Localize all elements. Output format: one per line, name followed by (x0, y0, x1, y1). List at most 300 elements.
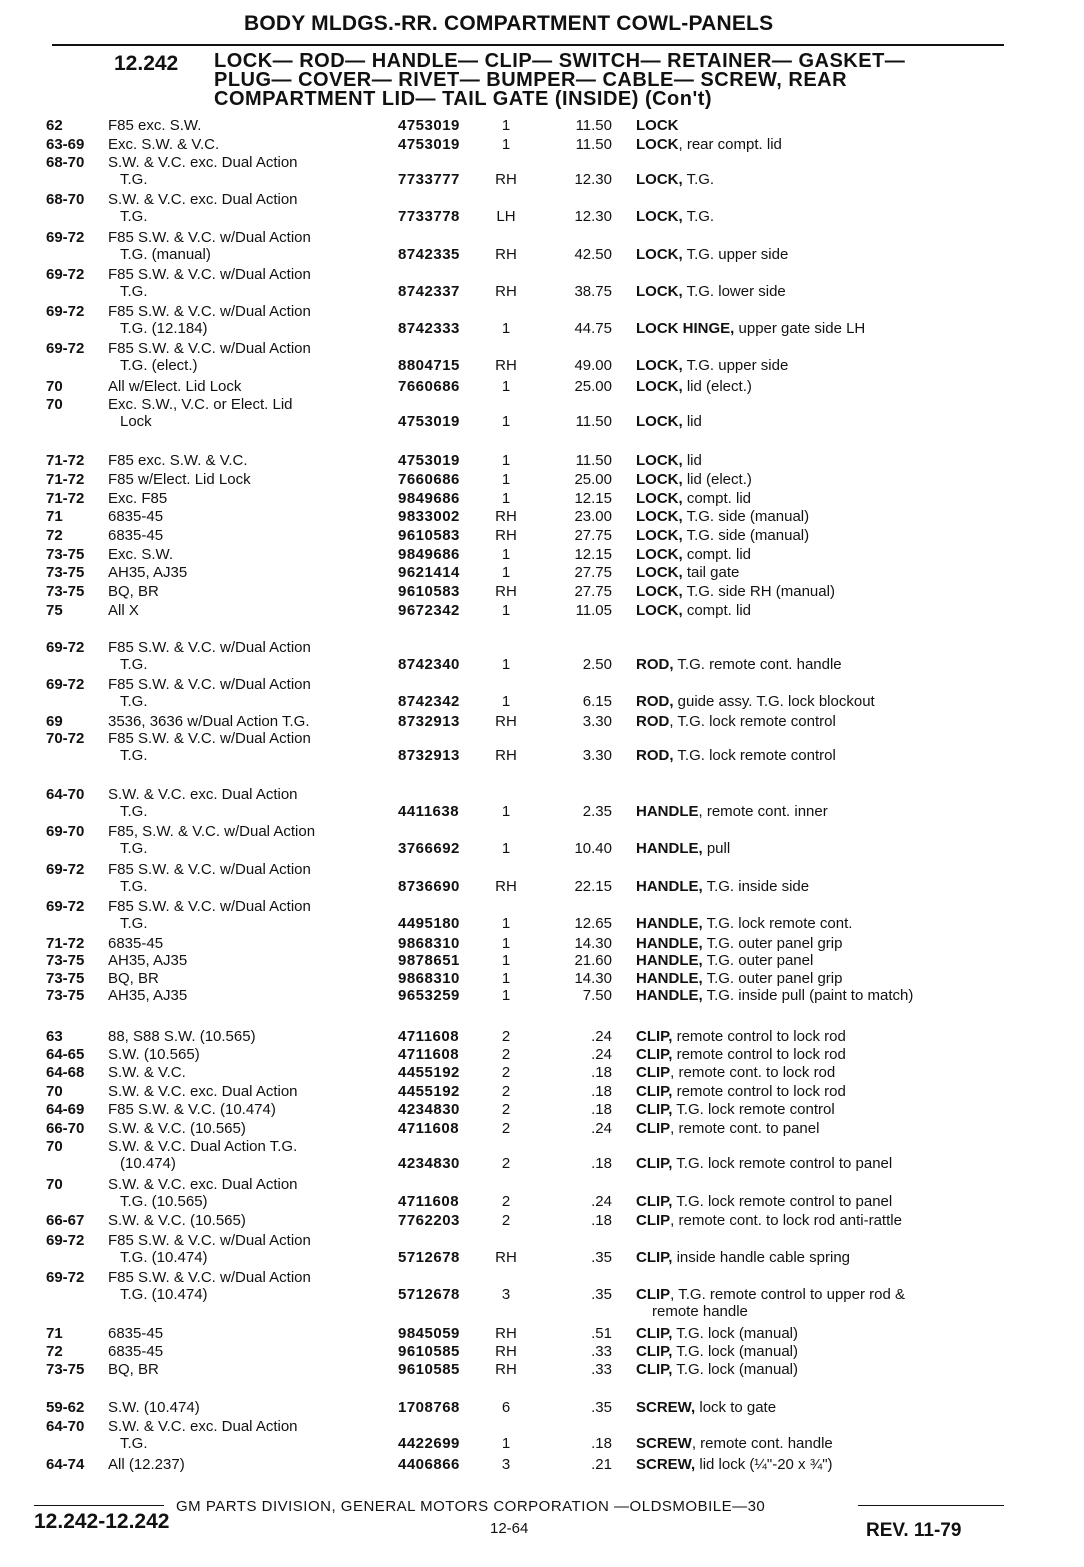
part-detail: lock to gate (695, 1399, 777, 1416)
part-name: LOCK, (636, 357, 683, 374)
part-number: 4711608 (398, 1046, 460, 1063)
price: 11.50 (575, 413, 612, 430)
part-number: 9845059 (398, 1325, 460, 1342)
table-row (0, 191, 1084, 227)
part-description (636, 1249, 996, 1266)
application: F85 S.W. & V.C. w/Dual Action (108, 861, 311, 878)
model-year: 69-72 (46, 1232, 85, 1249)
part-description (636, 1456, 996, 1473)
part-description (636, 1399, 996, 1416)
part-description (636, 490, 996, 507)
part-detail: compt. lid (682, 546, 752, 563)
table-row (0, 898, 1084, 934)
part-number: 4711608 (398, 1028, 460, 1045)
price: 2.35 (582, 803, 612, 820)
model-year: 62 (46, 117, 63, 134)
model-year: 68-70 (46, 191, 85, 208)
part-description (636, 1286, 996, 1303)
application-cont: T.G. (120, 840, 148, 857)
model-year: 69-72 (46, 898, 85, 915)
application: F85 S.W. & V.C. w/Dual Action (108, 266, 311, 283)
model-year: 69-72 (46, 676, 85, 693)
model-year: 71-72 (46, 452, 85, 469)
application: 3536, 3636 w/Dual Action T.G. (108, 713, 310, 730)
model-year: 73-75 (46, 970, 85, 987)
part-number: 9868310 (398, 970, 460, 987)
model-year: 69-70 (46, 823, 85, 840)
price: .33 (591, 1343, 612, 1360)
part-number: 8732913 (398, 747, 460, 764)
part-number: 4753019 (398, 452, 460, 469)
price: 14.30 (574, 970, 612, 987)
price: 3.30 (582, 713, 612, 730)
table-row (0, 730, 1084, 766)
application: F85 S.W. & V.C. w/Dual Action (108, 639, 311, 656)
part-detail: T.G. side (manual) (682, 508, 810, 525)
price: 11.50 (575, 136, 612, 153)
part-description (636, 246, 996, 263)
price: .24 (591, 1120, 612, 1137)
application: BQ, BR (108, 970, 159, 987)
part-number: 9610585 (398, 1361, 460, 1378)
part-detail: lid (elect.) (682, 378, 752, 395)
model-year: 63 (46, 1028, 63, 1045)
part-detail: remote control to lock rod (672, 1083, 846, 1100)
part-name: LOCK HINGE, (636, 320, 735, 337)
quantity: RH (495, 1325, 517, 1342)
quantity: 1 (501, 693, 511, 710)
part-name: CLIP, (636, 1101, 673, 1118)
part-detail: T.G. inside side (702, 878, 810, 895)
footer-group-range: 12.242-12.242 (34, 1510, 170, 1533)
part-number: 8804715 (398, 357, 460, 374)
price: 12.30 (574, 171, 612, 188)
application-cont: T.G. (10.565) (120, 1193, 208, 1210)
table-row (0, 987, 1084, 1023)
model-year: 70 (46, 378, 63, 395)
table-row (0, 786, 1084, 822)
model-year: 66-67 (46, 1212, 85, 1229)
part-number: 4753019 (398, 117, 460, 134)
part-description (636, 713, 996, 730)
part-description (636, 915, 996, 932)
part-number: 4455192 (398, 1083, 460, 1100)
part-number: 9621414 (398, 564, 460, 581)
price: 27.75 (574, 527, 612, 544)
part-detail: T.G. outer panel grip (702, 970, 843, 987)
part-name: LOCK, (636, 413, 683, 430)
part-name: CLIP, (636, 1193, 673, 1210)
application: F85, S.W. & V.C. w/Dual Action (108, 823, 316, 840)
part-number: 9610585 (398, 1343, 460, 1360)
quantity: 3 (501, 1456, 511, 1473)
part-name: CLIP, (636, 1028, 673, 1045)
part-description (636, 117, 996, 134)
quantity: 1 (501, 915, 511, 932)
part-number: 9610583 (398, 583, 460, 600)
part-name: HANDLE, (636, 915, 703, 932)
table-row (0, 1269, 1084, 1320)
price: 27.75 (574, 564, 612, 581)
application-cont: T.G. (120, 1435, 148, 1452)
part-description (636, 136, 996, 153)
quantity: 2 (501, 1155, 511, 1172)
application-cont: T.G. (elect.) (120, 357, 198, 374)
price: 7.50 (582, 987, 612, 1004)
part-name: ROD, (636, 693, 674, 710)
application: S.W. & V.C. (108, 1064, 186, 1081)
table-row (0, 823, 1084, 859)
quantity: 2 (501, 1193, 511, 1210)
part-number: 3766692 (398, 840, 460, 857)
price: .21 (591, 1456, 612, 1473)
model-year: 70 (46, 1138, 63, 1155)
part-description (636, 508, 996, 525)
part-description (636, 527, 996, 544)
footer-text: GM PARTS DIVISION, GENERAL MOTORS CORPORATION —OLDSMOBILE—30 (176, 1498, 766, 1515)
part-detail: T.G. outer panel (702, 952, 814, 969)
model-year: 69-72 (46, 229, 85, 246)
part-description (636, 320, 996, 337)
part-number: 8742333 (398, 320, 460, 337)
application-cont: T.G. (120, 656, 148, 673)
part-description (636, 564, 996, 581)
model-year: 69-72 (46, 340, 85, 357)
part-detail: T.G. lock (manual) (672, 1325, 799, 1342)
application: S.W. & V.C. exc. Dual Action (108, 1176, 298, 1193)
quantity: 2 (501, 1120, 511, 1137)
quantity: 6 (501, 1399, 511, 1416)
model-year: 73-75 (46, 583, 85, 600)
price: 27.75 (574, 583, 612, 600)
model-year: 64-70 (46, 786, 85, 803)
quantity: RH (495, 283, 517, 300)
price: 11.50 (575, 117, 612, 134)
model-year: 64-68 (46, 1064, 85, 1081)
quantity: 1 (501, 840, 511, 857)
application-cont: T.G. (120, 283, 148, 300)
application: F85 exc. S.W. & V.C. (108, 452, 248, 469)
price: 14.30 (574, 935, 612, 952)
part-name: ROD, (636, 747, 674, 764)
application: S.W. & V.C. (10.565) (108, 1212, 246, 1229)
group-title-line: PLUG— COVER— RIVET— BUMPER— CABLE— SCREW, REAR (214, 69, 848, 91)
quantity: 3 (501, 1286, 511, 1303)
quantity: 2 (501, 1212, 511, 1229)
application: AH35, AJ35 (108, 564, 188, 581)
group-title-line: COMPARTMENT LID— TAIL GATE (INSIDE) (Con't) (214, 88, 713, 110)
part-name: LOCK, (636, 546, 683, 563)
application-cont: T.G. (120, 878, 148, 895)
price: .51 (591, 1325, 612, 1342)
part-detail: T.G. lock (manual) (672, 1343, 799, 1360)
part-number: 7660686 (398, 378, 460, 395)
application: F85 S.W. & V.C. w/Dual Action (108, 229, 311, 246)
model-year: 64-74 (46, 1456, 85, 1473)
application-cont: T.G. (10.474) (120, 1286, 208, 1303)
quantity: 1 (501, 935, 511, 952)
model-year: 72 (46, 1343, 63, 1360)
part-number: 1708768 (398, 1399, 460, 1416)
price: 10.40 (574, 840, 612, 857)
application-cont: T.G. (10.474) (120, 1249, 208, 1266)
page-number: 12-64 (490, 1520, 529, 1537)
part-name: LOCK, (636, 378, 683, 395)
quantity: 1 (501, 803, 511, 820)
part-name: LOCK (636, 117, 679, 134)
revision: REV. 11-79 (866, 1520, 962, 1541)
model-year: 73-75 (46, 1361, 85, 1378)
application: S.W. & V.C. exc. Dual Action (108, 786, 298, 803)
part-detail: T.G. lock remote control to panel (672, 1193, 893, 1210)
part-detail: , remote cont. to lock rod (670, 1064, 836, 1081)
part-detail: T.G. lock remote cont. (702, 915, 853, 932)
price: .18 (591, 1064, 612, 1081)
part-description (636, 602, 996, 619)
part-description (636, 452, 996, 469)
application: BQ, BR (108, 583, 159, 600)
part-detail: , remote cont. handle (691, 1435, 833, 1452)
part-name: HANDLE, (636, 952, 703, 969)
model-year: 59-62 (46, 1399, 85, 1416)
part-detail: compt. lid (682, 602, 752, 619)
part-name: SCREW, (636, 1456, 696, 1473)
footer-rule-left (34, 1505, 164, 1506)
part-number: 7660686 (398, 471, 460, 488)
part-description (636, 546, 996, 563)
price: 42.50 (574, 246, 612, 263)
application: S.W. & V.C. Dual Action T.G. (108, 1138, 298, 1155)
part-number: 9610583 (398, 527, 460, 544)
quantity: 1 (501, 656, 511, 673)
part-number: 4406866 (398, 1456, 460, 1473)
part-name: SCREW (636, 1435, 692, 1452)
quantity: RH (495, 171, 517, 188)
part-name: LOCK, (636, 208, 683, 225)
part-description (636, 952, 996, 969)
part-name: LOCK, (636, 171, 683, 188)
part-detail: guide assy. T.G. lock blockout (673, 693, 875, 710)
price: 11.50 (575, 452, 612, 469)
part-number: 8742335 (398, 246, 460, 263)
application: F85 S.W. & V.C. w/Dual Action (108, 340, 311, 357)
quantity: 2 (501, 1046, 511, 1063)
application: 6835-45 (108, 935, 164, 952)
model-year: 73-75 (46, 952, 85, 969)
price: .18 (591, 1101, 612, 1118)
part-number: 4711608 (398, 1120, 460, 1137)
part-detail: , rear compt. lid (678, 136, 782, 153)
price: 2.50 (582, 656, 612, 673)
application: 6835-45 (108, 527, 164, 544)
model-year: 68-70 (46, 154, 85, 171)
table-row (0, 602, 1084, 638)
price: .18 (591, 1435, 612, 1452)
application: F85 S.W. & V.C. w/Dual Action (108, 676, 311, 693)
part-name: HANDLE, (636, 987, 703, 1004)
table-row (0, 1361, 1084, 1397)
section-title: BODY MLDGS.-RR. COMPARTMENT COWL-PANELS (244, 12, 774, 35)
application: F85 exc. S.W. (108, 117, 202, 134)
quantity: RH (495, 508, 517, 525)
quantity: 1 (501, 602, 511, 619)
model-year: 64-69 (46, 1101, 85, 1118)
part-name: SCREW, (636, 1399, 696, 1416)
part-name: LOCK, (636, 490, 683, 507)
application-cont: T.G. (120, 693, 148, 710)
part-description (636, 1046, 996, 1063)
part-number: 4455192 (398, 1064, 460, 1081)
part-detail: compt. lid (682, 490, 752, 507)
table-row (0, 229, 1084, 265)
part-detail: T.G. lower side (682, 283, 786, 300)
part-number: 9849686 (398, 546, 460, 563)
part-number: 7733778 (398, 208, 460, 225)
part-name: HANDLE (636, 803, 699, 820)
part-number: 4753019 (398, 136, 460, 153)
application: 6835-45 (108, 1343, 164, 1360)
price: .18 (591, 1155, 612, 1172)
application: S.W. (10.474) (108, 1399, 200, 1416)
part-detail: lid (682, 413, 702, 430)
model-year: 73-75 (46, 564, 85, 581)
price: 3.30 (582, 747, 612, 764)
price: 49.00 (574, 357, 612, 374)
part-detail: lid (elect.) (682, 471, 752, 488)
part-number: 8742342 (398, 693, 460, 710)
part-description (636, 878, 996, 895)
model-year: 71-72 (46, 935, 85, 952)
part-number: 9833002 (398, 508, 460, 525)
price: .24 (591, 1193, 612, 1210)
model-year: 69 (46, 713, 63, 730)
application: All (12.237) (108, 1456, 185, 1473)
model-year: 64-65 (46, 1046, 85, 1063)
part-description (636, 935, 996, 952)
price: 12.15 (574, 490, 612, 507)
part-detail: T.G. remote cont. handle (673, 656, 842, 673)
table-row (0, 154, 1084, 190)
application: F85 S.W. & V.C. w/Dual Action (108, 898, 311, 915)
part-detail: T.G. lock remote control to panel (672, 1155, 893, 1172)
part-number: 9878651 (398, 952, 460, 969)
part-description (636, 1343, 996, 1360)
table-row (0, 266, 1084, 302)
application: S.W. (10.565) (108, 1046, 200, 1063)
quantity: 2 (501, 1101, 511, 1118)
model-year: 69-72 (46, 639, 85, 656)
part-number: 5712678 (398, 1249, 460, 1266)
part-name: CLIP, (636, 1325, 673, 1342)
quantity: 1 (501, 452, 511, 469)
model-year: 69-72 (46, 303, 85, 320)
model-year: 70 (46, 396, 63, 413)
part-number: 4495180 (398, 915, 460, 932)
application: F85 S.W. & V.C. w/Dual Action (108, 303, 311, 320)
application: S.W. & V.C. exc. Dual Action (108, 154, 298, 171)
part-detail: remote control to lock rod (672, 1046, 846, 1063)
model-year: 69-72 (46, 861, 85, 878)
part-description (636, 357, 996, 374)
quantity: LH (496, 208, 516, 225)
quantity: 1 (501, 320, 511, 337)
price: .24 (591, 1028, 612, 1045)
part-description (636, 208, 996, 225)
application: AH35, AJ35 (108, 987, 188, 1004)
part-detail: T.G. lock remote control (673, 747, 836, 764)
part-detail: T.G. lock remote control (672, 1101, 835, 1118)
part-number: 4711608 (398, 1193, 460, 1210)
price: 44.75 (574, 320, 612, 337)
part-description (636, 1435, 996, 1452)
price: .18 (591, 1083, 612, 1100)
part-number: 9868310 (398, 935, 460, 952)
quantity: RH (495, 1249, 517, 1266)
part-detail: , T.G. remote control to upper rod & (670, 1286, 906, 1303)
part-description (636, 1064, 996, 1081)
quantity: 2 (501, 1028, 511, 1045)
price: .18 (591, 1212, 612, 1229)
part-description (636, 1028, 996, 1045)
application: F85 S.W. & V.C. w/Dual Action (108, 1269, 311, 1286)
price: .35 (591, 1399, 612, 1416)
part-number: 8732913 (398, 713, 460, 730)
application: All w/Elect. Lid Lock (108, 378, 242, 395)
quantity: 1 (501, 117, 511, 134)
table-row (0, 1418, 1084, 1454)
part-name: HANDLE, (636, 878, 703, 895)
model-year: 72 (46, 527, 63, 544)
quantity: 1 (501, 413, 511, 430)
price: .33 (591, 1361, 612, 1378)
application-cont: T.G. (120, 915, 148, 932)
part-name: LOCK, (636, 283, 683, 300)
model-year: 69-72 (46, 266, 85, 283)
application-cont: T.G. (120, 171, 148, 188)
part-detail: T.G. (682, 208, 715, 225)
application: All X (108, 602, 139, 619)
part-name: ROD, (636, 656, 674, 673)
part-name: CLIP (636, 1120, 671, 1137)
application-cont: T.G. (12.184) (120, 320, 208, 337)
part-description (636, 583, 996, 600)
table-row (0, 396, 1084, 432)
part-name: CLIP (636, 1212, 671, 1229)
part-description (636, 1325, 996, 1342)
price: 12.30 (574, 208, 612, 225)
part-name: LOCK, (636, 583, 683, 600)
part-name: HANDLE, (636, 840, 703, 857)
model-year: 69-72 (46, 1269, 85, 1286)
part-detail: pull (702, 840, 731, 857)
application-cont: Lock (120, 413, 152, 430)
part-number: 9672342 (398, 602, 460, 619)
part-number: 5712678 (398, 1286, 460, 1303)
part-detail: T.G. outer panel grip (702, 935, 843, 952)
part-name: CLIP (636, 1064, 671, 1081)
part-description (636, 471, 996, 488)
price: 6.15 (582, 693, 612, 710)
application-cont: T.G. (120, 208, 148, 225)
quantity: 1 (501, 952, 511, 969)
part-description (636, 970, 996, 987)
part-detail: T.G. inside pull (paint to match) (702, 987, 914, 1004)
quantity: 1 (501, 490, 511, 507)
table-row (0, 1176, 1084, 1212)
part-name: CLIP (636, 1286, 671, 1303)
part-detail: , T.G. lock remote control (669, 713, 836, 730)
group-number: 12.242 (114, 52, 179, 75)
